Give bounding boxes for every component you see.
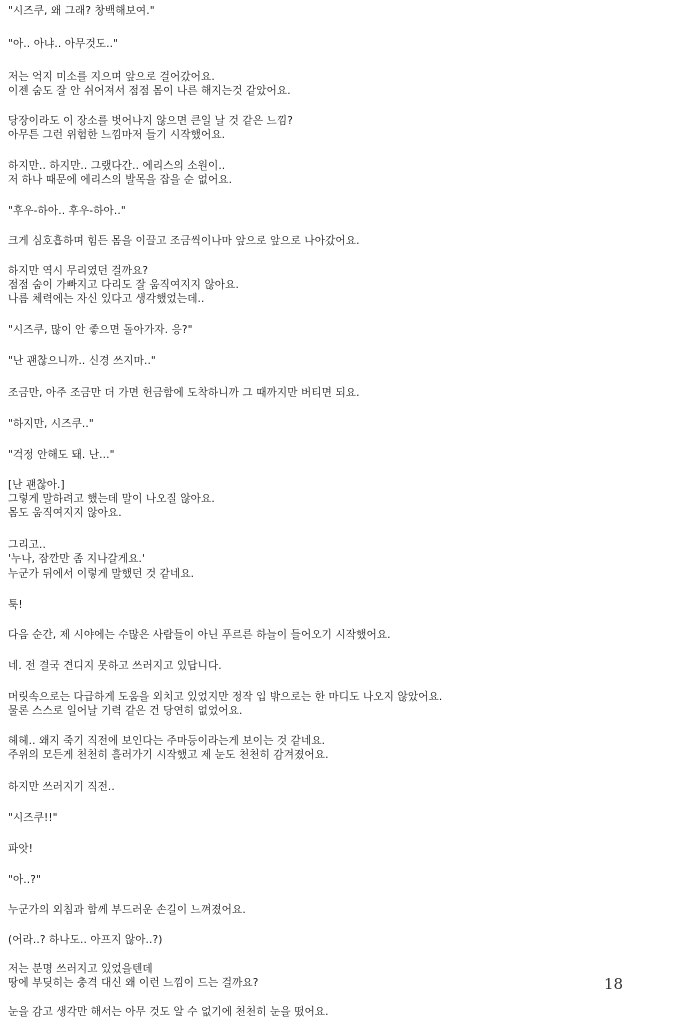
text-line: 머릿속으로는 다급하게 도움을 외치고 있었지만 정작 입 밖으로는 한 마디도 나오지 않았어요. (8, 691, 443, 703)
text-line: "하지만, 시즈쿠.." (8, 418, 94, 430)
text-line: "시즈쿠, 왜 그래? 창백해보여." (8, 5, 155, 17)
text-line: 하지만 쓰러지기 직전.. (8, 781, 115, 793)
text-line: "아..?" (8, 874, 41, 886)
text-line: 저 하나 때문에 에리스의 발목을 잡을 순 없어요. (8, 174, 233, 186)
text-line: 주위의 모든게 천천히 흘러가기 시작했고 제 눈도 천천히 감겨졌어요. (8, 749, 329, 761)
text-line: 점점 숨이 가빠지고 다리도 잘 움직여지지 않아요. (8, 279, 239, 291)
text-line: 저는 분명 쓰러지고 있었을텐데 (8, 963, 153, 975)
text-line: 아무튼 그런 위험한 느낌마저 들기 시작했어요. (8, 129, 226, 141)
text-line: "시즈쿠, 많이 안 좋으면 돌아가자. 응?" (8, 324, 193, 336)
text-line: 파앗! (8, 843, 34, 855)
text-line: (어라..? 하나도.. 아프지 않아..?) (8, 934, 163, 946)
text-line: "시즈쿠!!" (8, 812, 58, 824)
text-line: 몸도 움직여지지 않아요. (8, 507, 122, 519)
text-line: "걱정 안해도 돼. 난..." (8, 449, 115, 461)
text-line: 하지만 역시 무리였던 걸까요? (8, 265, 149, 277)
text-line: 헤헤.. 왜지 죽기 직전에 보인다는 주마등이라는게 보이는 것 같네요. (8, 735, 326, 747)
text-line: 누군가의 외침과 함께 부드러운 손길이 느껴졌어요. (8, 904, 246, 916)
text-line: 당장이라도 이 장소를 벗어나지 않으면 큰일 날 것 같은 느낌? (8, 115, 293, 127)
text-line: 그렇게 말하려고 했는데 말이 나오질 않아요. (8, 493, 215, 505)
text-line: 크게 심호흡하며 힘든 몸을 이끌고 조금씩이나마 앞으로 앞으로 나아갔어요. (8, 235, 360, 247)
text-line: 이젠 숨도 잘 안 쉬어져서 점점 몸이 나른 해지는것 같았어요. (8, 85, 291, 97)
text-line: 하지만.. 하지만.. 그랬다간.. 에리스의 소원이.. (8, 160, 226, 172)
text-line: "아.. 아냐.. 아무것도.." (8, 38, 119, 50)
text-line: "후우-하아.. 후우-하아.." (8, 205, 126, 217)
text-line: 물론 스스로 일어날 기력 같은 건 당연히 없었어요. (8, 705, 243, 717)
text-line: 다음 순간, 제 시야에는 수많은 사람들이 아닌 푸르른 하늘이 들어오기 시작했어요. (8, 629, 391, 641)
text-line: [난 괜찮아.] (8, 479, 65, 491)
text-line: 네. 전 결국 견디지 못하고 쓰러지고 있답니다. (8, 660, 222, 672)
text-line: 누군가 뒤에서 이렇게 말했던 것 같네요. (8, 568, 195, 580)
text-line: 눈을 감고 생각만 해서는 아무 것도 알 수 없기에 천천히 눈을 떴어요. (8, 1006, 329, 1018)
text-line: 저는 억지 미소를 지으며 앞으로 걸어갔어요. (8, 71, 215, 83)
text-line: 나름 체력에는 자신 있다고 생각했었는데.. (8, 293, 205, 305)
text-line: "난 괜찮으니까.. 신경 쓰지마.." (8, 355, 156, 367)
text-line: 조금만, 아주 조금만 더 가면 헌금함에 도착하니까 그 때까지만 버티면 되요. (8, 387, 360, 399)
text-line: 땅에 부딪히는 충격 대신 왜 이런 느낌이 드는 걸까요? (8, 977, 259, 989)
text-line: 그리고.. (8, 539, 46, 551)
text-line: 툭! (8, 599, 23, 611)
text-line: '누나, 잠깐만 좀 지나갈게요.' (8, 553, 146, 565)
page-number: 18 (604, 975, 624, 993)
